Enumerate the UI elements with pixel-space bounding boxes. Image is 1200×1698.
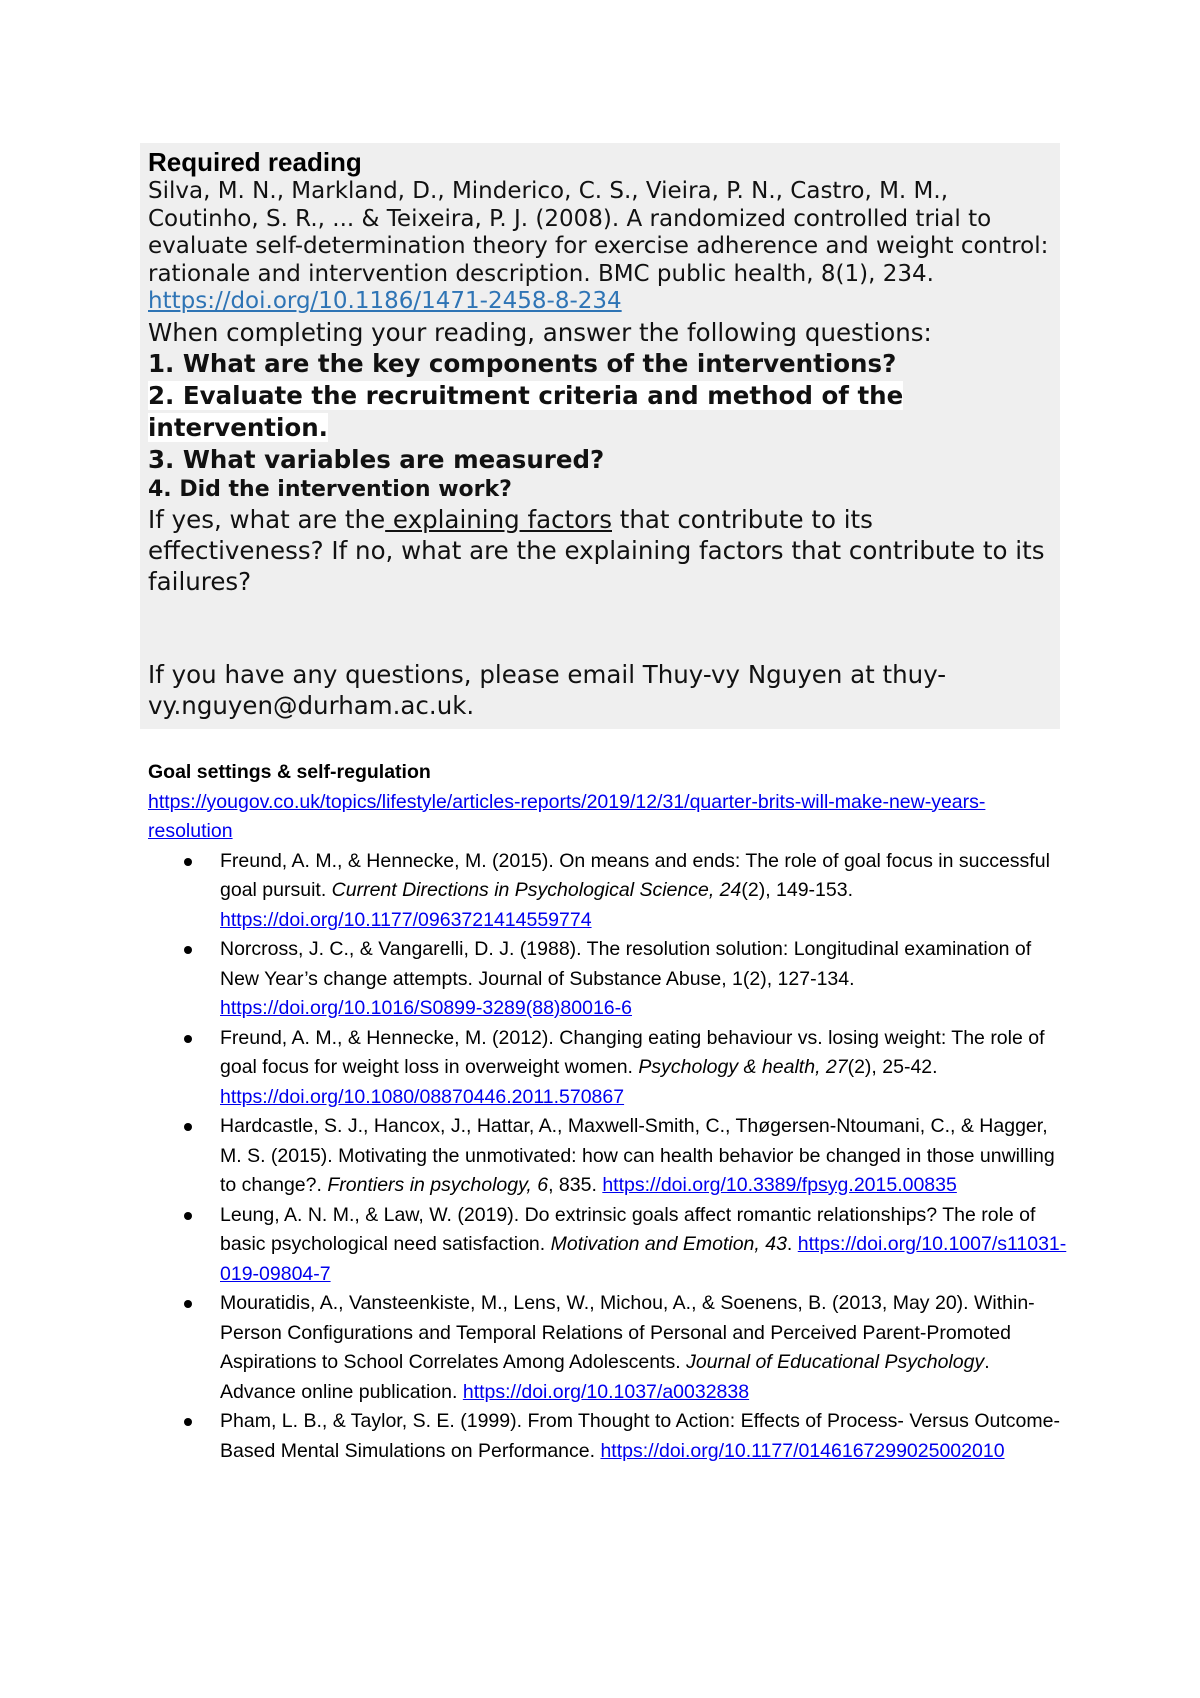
reference-link[interactable]: https://doi.org/10.1037/a0032838 [462, 1380, 750, 1403]
reference-rest: . Advance online publication. [220, 1351, 990, 1403]
required-citation-link[interactable]: https://doi.org/10.1186/1471-2458-8-234 [148, 288, 622, 314]
bullet-icon [184, 1035, 192, 1043]
reference-item [148, 847, 1068, 936]
reference-text: Hardcastle, S. J., Hancox, J., Hattar, A., Maxwell-Smith, C., Thøgersen-Ntoumani, C., & Hagger, M. S. (2015). Motivating the unmotivated: how can health behavior be changed in those unwilling to change?. [220, 1115, 1055, 1196]
reference-rest: (2), 25-42. [847, 1056, 938, 1078]
reference-link[interactable]: https://doi.org/10.1080/08870446.2011.570867 [220, 1085, 625, 1108]
required-citation-text: Silva, M. N., Markland, D., Minderico, C. S., Vieira, P. N., Castro, M. M., Coutinho, S. R., ... & Teixeira, P. J. (2008). A randomized controlled trial to evaluate self-determination theory for exercise adherence and weight control: rationale and intervention description. BMC public health, 8(1), 234. [148, 178, 1049, 287]
bullet-icon [184, 1418, 192, 1426]
yougov-link-line [148, 788, 1068, 847]
reference-rest: . [786, 1233, 798, 1255]
followup-underlined: explaining factors [385, 504, 612, 534]
yougov-link[interactable]: https://yougov.co.uk/topics/lifestyle/articles-reports/2019/12/31/quarter-brits-will-make-new-years-resolution [148, 790, 986, 842]
question-4-followup [148, 504, 1052, 597]
goal-settings-section [148, 758, 1068, 1466]
bullet-icon [184, 858, 192, 866]
reading-prompt: When completing your reading, answer the following questions: [148, 317, 932, 347]
required-reading-title: Required reading [148, 147, 362, 177]
question-3: 3. What variables are measured? [148, 444, 605, 474]
bullet-icon [184, 1300, 192, 1308]
reference-link[interactable]: https://doi.org/10.1177/0146167299025002010 [600, 1439, 1005, 1462]
reference-item [148, 1201, 1068, 1290]
followup-part-a: If yes, what are the [148, 504, 386, 534]
reference-text: Norcross, J. C., & Vangarelli, D. J. (1988). The resolution solution: Longitudinal examination of New Year’s change attempts. Journal of Substance Abuse, 1(2), 127-134. [220, 938, 1032, 990]
reference-journal: Motivation and Emotion, 43 [550, 1233, 787, 1255]
reference-link[interactable]: https://doi.org/10.1007/s11031-019-09804-7 [220, 1233, 1067, 1285]
required-reading-box [140, 143, 1060, 729]
reference-item [148, 1407, 1068, 1466]
section-heading: Goal settings & self-regulation [148, 761, 431, 783]
reference-text: Mouratidis, A., Vansteenkiste, M., Lens, W., Michou, A., & Soenens, B. (2013, May 20). Within-Person Configurations and Temporal Relations of Personal and Perceived Parent-Promoted Aspirations to School Correlates Among Adolescents. [220, 1292, 1035, 1373]
reference-journal: Journal of Educational Psychology [686, 1351, 985, 1373]
reference-item [148, 935, 1068, 1024]
reference-item [148, 1024, 1068, 1113]
bullet-icon [184, 946, 192, 954]
reference-journal: Frontiers in psychology, 6 [327, 1174, 549, 1196]
reference-item [148, 1289, 1068, 1407]
reference-link[interactable]: https://doi.org/10.3389/fpsyg.2015.00835 [602, 1174, 957, 1196]
reference-journal: Current Directions in Psychological Science, 24 [331, 879, 742, 901]
reference-item [148, 1112, 1068, 1201]
reference-text: Pham, L. B., & Taylor, S. E. (1999). From Thought to Action: Effects of Process- Versus Outcome-Based Mental Simulations on Performance. [220, 1410, 1060, 1462]
question-1: 1. What are the key components of the interventions? [148, 348, 897, 378]
reference-text: Leung, A. N. M., & Law, W. (2019). Do extrinsic goals affect romantic relationships? The role of basic psychological need satisfaction. [220, 1203, 1036, 1255]
reference-list [148, 847, 1068, 1467]
required-citation [148, 178, 1052, 316]
followup-part-c: that contribute to its effectiveness? If no, what are the explaining factors that contribute to its failures? [148, 504, 1045, 596]
reference-link[interactable]: https://doi.org/10.1177/0963721414559774 [220, 908, 592, 931]
reference-rest: (2), 149-153. [741, 879, 854, 901]
reference-journal: Psychology & health, 27 [638, 1056, 848, 1078]
question-2 [148, 380, 1052, 444]
bullet-icon [184, 1123, 192, 1131]
question-4: 4. Did the intervention work? [148, 476, 512, 502]
reference-text: Freund, A. M., & Hennecke, M. (2015). On means and ends: The role of goal focus in successful goal pursuit. [220, 849, 1050, 901]
bullet-icon [184, 1212, 192, 1220]
reference-text: Freund, A. M., & Hennecke, M. (2012). Changing eating behaviour vs. losing weight: The role of goal focus for weight loss in overweight women. [220, 1026, 1045, 1078]
reference-link[interactable]: https://doi.org/10.1016/S0899-3289(88)80016-6 [220, 997, 632, 1019]
contact-note: If you have any questions, please email Thuy-vy Nguyen at thuy-vy.nguyen@durham.ac.uk. [148, 659, 947, 720]
reference-rest: , 835. [548, 1174, 603, 1196]
question-2-text: 2. Evaluate the recruitment criteria and method of the intervention. [148, 380, 904, 442]
